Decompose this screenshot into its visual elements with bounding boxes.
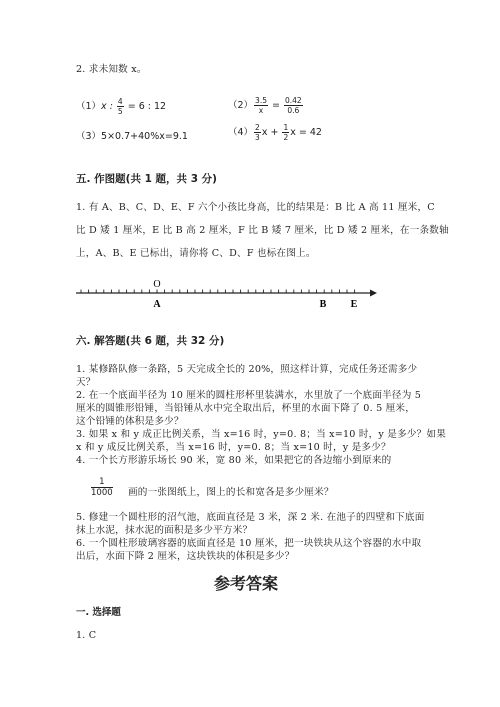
section6-line-10: 抹上水泥，抹水泥的面积是多少平方米？ [76,525,253,536]
origin-label: O [153,279,161,290]
section6-line-9: 5. 修建一个圆柱形的沼气池，底面直径是 3 米，深 2 米. 在池子的四壁和下底面 [76,512,425,523]
section5-line-2: 比 D 矮 1 厘米，E 比 B 高 2 厘米，F 比 B 矮 7 厘米，比 D 矮 2 厘米，在一条数轴 [76,225,449,236]
point-label-e: E [350,299,358,310]
number-line [70,272,380,312]
section6-line-11: 6. 一个圆柱形玻璃容器的底面直径是 10 厘米，把一块铁块从这个容器的水中取 [76,538,422,549]
answers-title: 参考答案 [214,574,279,593]
q2-title: 2. 求未知数 x。 [76,64,147,75]
equation-4: （4） $\frac{2}{3}$ x + $\frac{1}{2}$ x = 42 [228,123,322,142]
point-label-b: B [319,299,327,310]
section6-line-5: 这个铅锤的体积是多少？ [76,416,184,427]
section6-line-2: 天？ [76,377,96,388]
section6-line-4: 厘米的圆锥形铅锤，当铅锤从水中完全取出后，杯里的水面下降了 0. 5 厘米， [76,403,416,414]
point-label-a: A [153,299,161,310]
section6-line-1: 1. 某修路队修一条路，5 天完成全长的 20%，照这样计算，完成任务还需多少 [76,364,418,375]
section6-line-6: 3. 如果 x 和 y 成正比例关系，当 x=16 时，y=0. 8；当 x=10 时，y 是多少？如果 [76,429,447,440]
equation-3: （3）5×0.7+40%x=9.1 [76,131,188,142]
scale-fraction: $\frac{1}{1000}$ [91,477,113,498]
equation-1: （1）x : $\frac{4}{5}$ = 6 : 12 [76,97,167,116]
section6-line-7: x 和 y 成反比例关系，当 x=16 时，y=0. 8；当 x=10 时，y 是多少？ [76,442,391,453]
scale-fraction-text: 画的一张图纸上，图上的长和宽各是多少厘米？ [128,487,334,498]
answers-subheading: 一. 选择题 [76,607,121,618]
section5-line-3: 上，A、B、E 已标出，请你将 C、D、F 也标在图上。 [76,248,316,259]
answer-1: 1. C [76,630,97,641]
section6-line-12: 出后，水面下降 2 厘米，这块铁块的体积是多少？ [76,551,295,562]
section6-line-8: 4. 一个长方形游乐场长 90 米，宽 80 米，如果把它的各边缩小到原来的 [76,455,392,466]
section6-line-3: 2. 在一个底面半径为 10 厘米的圆柱形杯里装满水，水里放了一个底面半径为 5 [76,390,422,401]
section5-heading: 五. 作图题(共 1 题，共 3 分) [76,173,217,185]
section6-heading: 六. 解答题(共 6 题，共 32 分) [76,335,225,347]
section5-line-1: 1. 有 A、B、C、D、E、F 六个小孩比身高，比的结果是：B 比 A 高 11 厘米，C [76,202,435,213]
equation-2: （2） $\frac{3.5}{x}$ = $\frac{0.42}{0.6}$ [228,96,302,115]
